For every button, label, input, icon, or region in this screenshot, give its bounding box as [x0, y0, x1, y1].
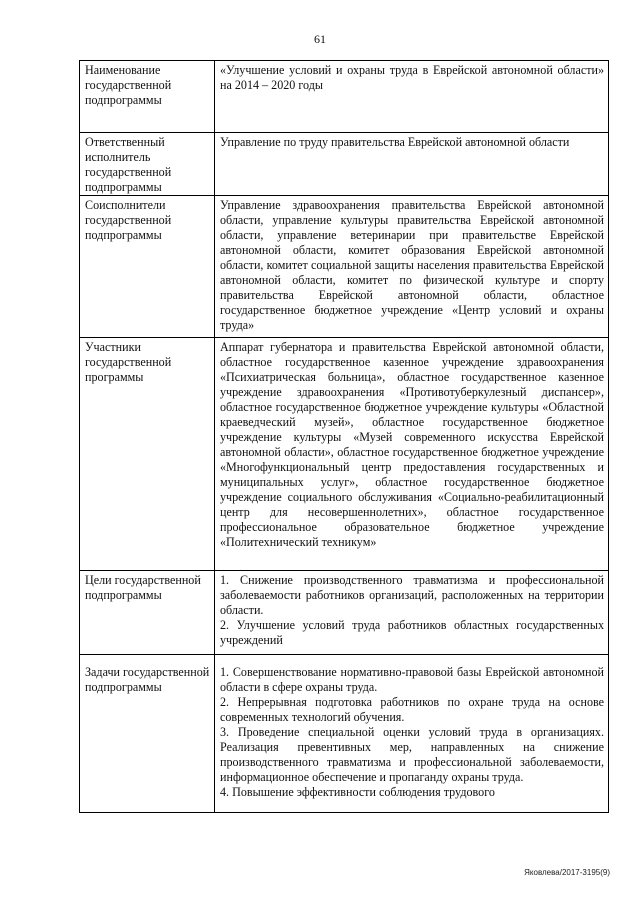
row-label-responsible: Ответственный исполнитель государственной подпрограммы — [80, 133, 215, 196]
row-value-name: «Улучшение условий и охраны труда в Еврейской автономной области» на 2014 – 2020 годы — [215, 61, 609, 133]
task-item-2: 2. Непрерывная подготовка работников по охране труда на основе современных технологий обучения. — [220, 695, 604, 724]
row-value-responsible: Управление по труду правительства Еврейской автономной области — [215, 133, 609, 196]
task-item-3: 3. Проведение специальной оценки условий труда в организациях. Реализация превентивных мер, направленных на снижение производственного травматизма и профессиональной заболеваемости, информационное обеспечение и пропаганду охраны труда. — [220, 725, 604, 784]
row-label-tasks: Задачи государственной подпрограммы — [80, 655, 215, 813]
subprogram-passport-table — [79, 60, 609, 813]
table-row — [80, 196, 609, 338]
table-row — [80, 338, 609, 571]
row-value-goals: 1. Снижение производственного травматизма и профессиональной заболеваемости работников организаций, расположенных на территории области. 2. Улучшение условий труда работников областных государственных учреждений — [215, 571, 609, 655]
table-row — [80, 133, 609, 196]
row-label-coexecutors: Соисполнители государственной подпрограммы — [80, 196, 215, 338]
task-item-4: 4. Повышение эффективности соблюдения трудового — [220, 785, 495, 799]
page-number: 61 — [314, 32, 326, 46]
task-item-1: 1. Совершенствование нормативно-правовой базы Еврейской автономной области в сфере охраны труда. — [220, 665, 604, 694]
row-label-participants: Участники государственной программы — [80, 338, 215, 571]
row-label-goals: Цели государственной подпрограммы — [80, 571, 215, 655]
row-value-participants: Аппарат губернатора и правительства Еврейской автономной области, областное государственное казенное учреждение здравоохранения «Психиатрическая больница», областное государственное казенное учреждение здравоохранения «Противотуберкулезный диспансер», областное государственное бюджетное учреждение культуры «Областной краеведческий музей», областное государственное бюджетное учреждение культуры «Музей современного искусства Еврейской автономной области», областное государственное бюджетное учреждение «Многофункциональный центр предоставления государственных и муниципальных услуг», областное государственное бюджетное учреждение социального обслуживания «Социально-реабилитационный центр для несовершеннолетних», областное государственное профессиональное образовательное бюджетное учреждение «Политехнический техникум» — [215, 338, 609, 571]
table-row — [80, 61, 609, 133]
document-footer-id: Яковлева/2017-3195(9) — [524, 868, 610, 877]
table-row — [80, 655, 609, 813]
row-value-tasks — [215, 655, 609, 813]
row-value-coexecutors: Управление здравоохранения правительства Еврейской автономной области, управление культуры правительства Еврейской автономной области, управление ветеринарии при правительстве Еврейской автономной области, комитет образования Еврейской автономной области, комитет социальной защиты населения правительства Еврейской автономной области, комитет по физической культуре и спорту правительства Еврейской автономной области, областное государственное бюджетное учреждение «Центр условий и охраны труда» — [215, 196, 609, 338]
table-row — [80, 571, 609, 655]
row-label-name: Наименование государственной подпрограммы — [80, 61, 215, 133]
